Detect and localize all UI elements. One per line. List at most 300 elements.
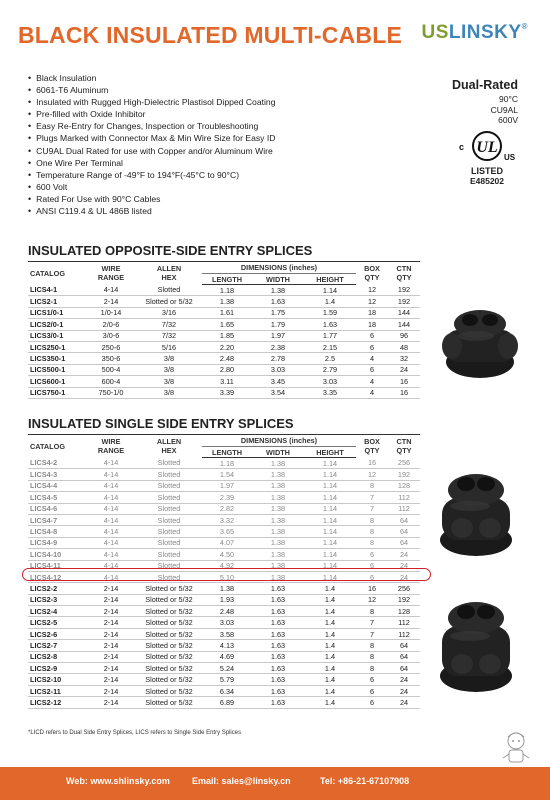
cell-catalog: LICS2-6 [28,628,86,639]
cell-allen-hex: Slotted or 5/32 [136,628,202,639]
cell-allen-hex: Slotted [136,549,202,560]
cell-ctn-qty: 144 [388,319,420,330]
cell-box-qty: 8 [356,606,388,617]
col-box-qty-l2: QTY [364,446,380,456]
cell-allen-hex: Slotted or 5/32 [136,697,202,708]
cell-catalog: LICS500-1 [28,364,86,375]
cell-catalog: LICS4-12 [28,571,86,582]
footer-email: Email: sales@linsky.cn [192,776,291,786]
ul-listed-mark [452,130,522,186]
opposite-splice-image [432,300,528,382]
feature-item: • Rated For Use with 90°C Cables [28,193,275,205]
cell-allen-hex: 7/32 [136,319,202,330]
cell-height: 1.14 [304,480,356,491]
cell-box-qty: 6 [356,697,388,708]
cell-ctn-qty: 16 [388,387,420,398]
cell-height: 1.14 [304,469,356,480]
feature-item: • Plugs Marked with Connector Max & Min Wire Size for Easy ID [28,132,275,144]
cell-ctn-qty: 112 [388,617,420,628]
cell-ctn-qty: 256 [388,583,420,594]
cell-box-qty: 6 [356,674,388,685]
cell-length: 4.69 [202,651,252,662]
cell-height: 1.14 [304,514,356,525]
cell-length: 2.20 [202,341,252,352]
single-entry-title: INSULATED SINGLE SIDE ENTRY SPLICES [28,416,294,431]
cell-ctn-qty: 24 [388,674,420,685]
col-box-qty-l1: BOX [364,437,380,447]
cell-ctn-qty: 192 [388,296,420,307]
col-wire-range [86,262,136,285]
cell-box-qty: 8 [356,663,388,674]
cell-ctn-qty: 128 [388,480,420,491]
col-allen-hex-l2: HEX [161,446,177,456]
cell-allen-hex: Slotted [136,503,202,514]
cell-width: 1.38 [252,492,304,503]
cell-width: 1.63 [252,583,304,594]
cell-allen-hex: Slotted or 5/32 [136,663,202,674]
cell-ctn-qty: 24 [388,364,420,375]
table-row [28,330,420,341]
footnote: *LICD refers to Dual Side Entry Splices, LICS refers to Single Side Entry Splices [28,730,242,736]
cell-ctn-qty: 16 [388,376,420,387]
cell-box-qty: 8 [356,514,388,525]
cell-catalog: LICS1/0-1 [28,307,86,318]
cell-height: 1.14 [304,571,356,582]
cell-length: 2.80 [202,364,252,375]
cell-wire-range: 250-6 [86,341,136,352]
table-row [28,341,420,352]
cell-allen-hex: Slotted [136,492,202,503]
highlight-oval [22,568,431,581]
col-height: HEIGHT [304,274,356,285]
cell-box-qty: 6 [356,364,388,375]
cell-box-qty: 12 [356,285,388,296]
cell-length: 2.82 [202,503,252,514]
cell-width: 3.03 [252,364,304,375]
rating-block [452,78,518,126]
cell-width: 1.38 [252,537,304,548]
brand-part-us: US [421,22,449,43]
cell-allen-hex: Slotted or 5/32 [136,685,202,696]
col-wire-range-l2: RANGE [97,273,125,283]
cell-height: 1.4 [304,617,356,628]
cell-ctn-qty: 96 [388,330,420,341]
table-row [28,492,420,503]
col-length: LENGTH [202,447,252,458]
cell-height: 1.14 [304,492,356,503]
col-ctn-qty-l2: QTY [396,446,412,456]
table-row [28,697,420,708]
cell-allen-hex: Slotted or 5/32 [136,674,202,685]
cell-length: 1.93 [202,594,252,605]
cell-height: 1.4 [304,663,356,674]
cell-catalog: LICS4-5 [28,492,86,503]
cell-length: 1.85 [202,330,252,341]
cell-width: 1.63 [252,628,304,639]
cell-height: 1.14 [304,503,356,514]
col-catalog: CATALOG [28,262,86,285]
page-title: BLACK INSULATED MULTI-CABLE [18,22,403,48]
cell-box-qty: 8 [356,480,388,491]
cell-wire-range: 2-14 [86,663,136,674]
table-row [28,319,420,330]
cell-wire-range: 4-14 [86,469,136,480]
table-row [28,526,420,537]
cell-wire-range: 500-4 [86,364,136,375]
svg-text:UL: UL [476,139,498,156]
cell-ctn-qty: 64 [388,663,420,674]
rating-line: CU9AL [490,104,518,115]
cell-allen-hex: 3/8 [136,353,202,364]
col-catalog: CATALOG [28,435,86,458]
cell-wire-range: 4-14 [86,285,136,296]
cell-catalog: LICS2-12 [28,697,86,708]
feature-item: • One Wire Per Terminal [28,157,275,169]
cell-length: 1.54 [202,469,252,480]
cell-allen-hex: Slotted [136,526,202,537]
cell-width: 2.78 [252,353,304,364]
single-entry-rows [28,458,420,709]
cell-catalog: LICS4-7 [28,514,86,525]
brand-logo [422,22,529,44]
single-splice-image-bottom [424,588,528,698]
opposite-entry-rows [28,285,420,399]
feature-item: • Insulated with Rugged High-Dielectric Plastisol Dipped Coating [28,96,275,108]
col-width: WIDTH [252,274,304,285]
cell-width: 1.38 [252,549,304,560]
col-wire-range-l1: WIRE [101,437,121,447]
cell-width: 1.38 [252,560,304,571]
cell-height: 1.63 [304,319,356,330]
cell-height: 3.35 [304,387,356,398]
cell-length: 3.65 [202,526,252,537]
cell-length: 2.48 [202,353,252,364]
cell-wire-range: 4-14 [86,571,136,582]
cell-width: 1.38 [252,469,304,480]
cell-allen-hex: 5/16 [136,341,202,352]
cell-catalog: LICS4-4 [28,480,86,491]
cell-ctn-qty: 112 [388,503,420,514]
cell-box-qty: 8 [356,526,388,537]
col-ctn-qty [388,262,420,285]
cell-height: 1.14 [304,560,356,571]
opposite-entry-table [28,261,420,399]
cell-length: 3.03 [202,617,252,628]
cell-width: 3.45 [252,376,304,387]
col-allen-hex-l1: ALLEN [156,437,182,447]
cell-catalog: LICS2-1 [28,296,86,307]
cell-width: 1.79 [252,319,304,330]
cell-height: 1.4 [304,628,356,639]
cell-catalog: LICS4-6 [28,503,86,514]
cell-catalog: LICS250-1 [28,341,86,352]
cell-length: 5.24 [202,663,252,674]
cell-catalog: LICS2-2 [28,583,86,594]
cell-height: 1.14 [304,458,356,469]
ul-listed-label: LISTED [470,166,503,176]
col-ctn-qty-l1: CTN [396,437,412,447]
cell-wire-range: 3/0-6 [86,330,136,341]
cell-length: 1.18 [202,458,252,469]
cell-box-qty: 16 [356,583,388,594]
cell-wire-range: 350-6 [86,353,136,364]
cell-length: 1.38 [202,583,252,594]
cell-allen-hex: Slotted [136,285,202,296]
cell-box-qty: 6 [356,560,388,571]
table-row [28,640,420,651]
cell-catalog: LICS2-8 [28,651,86,662]
cell-height: 2.79 [304,364,356,375]
cell-box-qty: 7 [356,503,388,514]
cell-ctn-qty: 112 [388,492,420,503]
cell-wire-range: 2-14 [86,640,136,651]
col-wire-range-l1: WIRE [101,264,121,274]
cell-catalog: LICS600-1 [28,376,86,387]
cell-wire-range: 4-14 [86,503,136,514]
cell-allen-hex: 3/16 [136,307,202,318]
cell-ctn-qty: 64 [388,640,420,651]
cell-height: 1.4 [304,606,356,617]
table-row [28,307,420,318]
cell-box-qty: 6 [356,341,388,352]
cell-width: 1.63 [252,606,304,617]
cell-wire-range: 2-14 [86,296,136,307]
cell-box-qty: 4 [356,376,388,387]
cell-length: 6.89 [202,697,252,708]
cell-width: 1.63 [252,685,304,696]
cell-ctn-qty: 144 [388,307,420,318]
cell-height: 2.15 [304,341,356,352]
col-length: LENGTH [202,274,252,285]
cell-height: 1.59 [304,307,356,318]
cell-length: 3.39 [202,387,252,398]
cell-wire-range: 1/0-14 [86,307,136,318]
cell-length: 1.61 [202,307,252,318]
cell-length: 3.32 [202,514,252,525]
cell-height: 2.5 [304,353,356,364]
table-row [28,674,420,685]
cell-ctn-qty: 112 [388,628,420,639]
table-row [28,606,420,617]
cell-wire-range: 2-14 [86,617,136,628]
mascot-icon [496,727,536,767]
cell-length: 3.11 [202,376,252,387]
cell-wire-range: 4-14 [86,549,136,560]
brand-part-linsky: LINSKY [448,22,522,43]
cell-allen-hex: Slotted or 5/32 [136,606,202,617]
cell-length: 1.18 [202,285,252,296]
col-box-qty [356,435,388,458]
cell-wire-range: 4-14 [86,458,136,469]
cell-length: 4.92 [202,560,252,571]
cell-ctn-qty: 24 [388,571,420,582]
cell-catalog: LICS3/0-1 [28,330,86,341]
single-splice-image-top [424,462,528,562]
brand-registered-mark: ® [521,22,528,31]
cell-box-qty: 12 [356,469,388,480]
cell-allen-hex: Slotted [136,480,202,491]
table-row [28,503,420,514]
cell-box-qty: 16 [356,458,388,469]
cell-catalog: LICS2-4 [28,606,86,617]
cell-length: 3.58 [202,628,252,639]
cell-box-qty: 18 [356,319,388,330]
feature-item: • 600 Volt [28,181,275,193]
cell-width: 1.38 [252,503,304,514]
table-header-row [28,262,420,274]
cell-length: 6.34 [202,685,252,696]
cell-box-qty: 12 [356,594,388,605]
feature-list [28,72,275,217]
table-row [28,685,420,696]
cell-box-qty: 7 [356,492,388,503]
cell-length: 1.38 [202,296,252,307]
cell-ctn-qty: 128 [388,606,420,617]
opposite-entry-title: INSULATED OPPOSITE-SIDE ENTRY SPLICES [28,243,313,258]
feature-item: • Black Insulation [28,72,275,84]
cell-wire-range: 4-14 [86,480,136,491]
cell-width: 1.38 [252,285,304,296]
cell-height: 1.14 [304,526,356,537]
cell-catalog: LICS4-3 [28,469,86,480]
cell-allen-hex: Slotted [136,571,202,582]
cell-wire-range: 2-14 [86,697,136,708]
cell-height: 1.4 [304,674,356,685]
cell-wire-range: 600-4 [86,376,136,387]
cell-ctn-qty: 24 [388,685,420,696]
cell-catalog: LICS2-11 [28,685,86,696]
cell-ctn-qty: 64 [388,651,420,662]
cell-wire-range: 2-14 [86,594,136,605]
cell-box-qty: 4 [356,353,388,364]
cell-height: 1.14 [304,285,356,296]
cell-length: 4.50 [202,549,252,560]
cell-box-qty: 7 [356,617,388,628]
table-row [28,594,420,605]
cell-box-qty: 6 [356,685,388,696]
cell-allen-hex: Slotted or 5/32 [136,617,202,628]
cell-width: 1.38 [252,458,304,469]
col-wire-range [86,435,136,458]
cell-height: 1.14 [304,549,356,560]
cell-box-qty: 6 [356,549,388,560]
rating-line: 600V [498,115,518,125]
table-row [28,514,420,525]
cell-height: 1.4 [304,685,356,696]
cell-width: 1.97 [252,330,304,341]
table-row [28,364,420,375]
cell-width: 1.63 [252,651,304,662]
cell-ctn-qty: 64 [388,526,420,537]
cell-allen-hex: 7/32 [136,330,202,341]
col-box-qty-l2: QTY [364,273,380,283]
cell-box-qty: 18 [356,307,388,318]
cell-width: 1.63 [252,697,304,708]
cell-length: 1.65 [202,319,252,330]
cell-catalog: LICS4-8 [28,526,86,537]
table-row [28,296,420,307]
cell-wire-range: 2-14 [86,628,136,639]
table-row [28,480,420,491]
cell-height: 1.4 [304,697,356,708]
cell-wire-range: 2-14 [86,606,136,617]
col-height: HEIGHT [304,447,356,458]
cell-length: 4.07 [202,537,252,548]
cell-width: 1.63 [252,617,304,628]
cell-allen-hex: Slotted or 5/32 [136,640,202,651]
contact-footer [0,767,550,800]
feature-item: • 6061-T6 Aluminum [28,84,275,96]
table-header-row [28,435,420,447]
col-dimensions: DIMENSIONS (inches) [202,435,356,447]
cell-wire-range: 4-14 [86,537,136,548]
cell-wire-range: 4-14 [86,514,136,525]
cell-catalog: LICS2-3 [28,594,86,605]
cell-width: 1.38 [252,571,304,582]
col-ctn-qty-l1: CTN [396,264,412,274]
cell-wire-range: 2-14 [86,674,136,685]
cell-wire-range: 2-14 [86,685,136,696]
cell-length: 5.79 [202,674,252,685]
cell-ctn-qty: 32 [388,353,420,364]
cell-box-qty: 4 [356,387,388,398]
cell-allen-hex: 3/8 [136,364,202,375]
cell-length: 1.97 [202,480,252,491]
footer-web: Web: www.shlinsky.com [66,776,170,786]
cell-catalog: LICS350-1 [28,353,86,364]
cell-catalog: LICS2-7 [28,640,86,651]
cell-box-qty: 6 [356,571,388,582]
col-box-qty [356,262,388,285]
col-allen-hex [136,262,202,285]
col-ctn-qty [388,435,420,458]
cell-ctn-qty: 24 [388,560,420,571]
table-row [28,387,420,398]
cell-ctn-qty: 48 [388,341,420,352]
cell-wire-range: 2/0-6 [86,319,136,330]
table-row [28,663,420,674]
cell-width: 1.38 [252,526,304,537]
cell-height: 1.4 [304,296,356,307]
rating-heading: Dual-Rated [452,78,518,92]
cell-allen-hex: Slotted or 5/32 [136,583,202,594]
ul-logo-icon [457,130,517,164]
cell-catalog: LICS2-5 [28,617,86,628]
cell-width: 2.38 [252,341,304,352]
cell-box-qty: 12 [356,296,388,307]
cell-height: 1.77 [304,330,356,341]
col-allen-hex-l1: ALLEN [156,264,182,274]
cell-ctn-qty: 24 [388,549,420,560]
table-row [28,285,420,296]
table-row [28,628,420,639]
ul-file-number: E485202 [469,176,505,186]
cell-box-qty: 7 [356,628,388,639]
cell-ctn-qty: 192 [388,594,420,605]
cell-catalog: LICS4-9 [28,537,86,548]
cell-allen-hex: Slotted or 5/32 [136,594,202,605]
cell-catalog: LICS4-2 [28,458,86,469]
col-box-qty-l1: BOX [364,264,380,274]
cell-width: 1.63 [252,594,304,605]
col-wire-range-l2: RANGE [97,446,125,456]
table-row [28,353,420,364]
cell-allen-hex: Slotted [136,469,202,480]
col-width: WIDTH [252,447,304,458]
cell-wire-range: 4-14 [86,560,136,571]
table-row [28,549,420,560]
cell-width: 3.54 [252,387,304,398]
